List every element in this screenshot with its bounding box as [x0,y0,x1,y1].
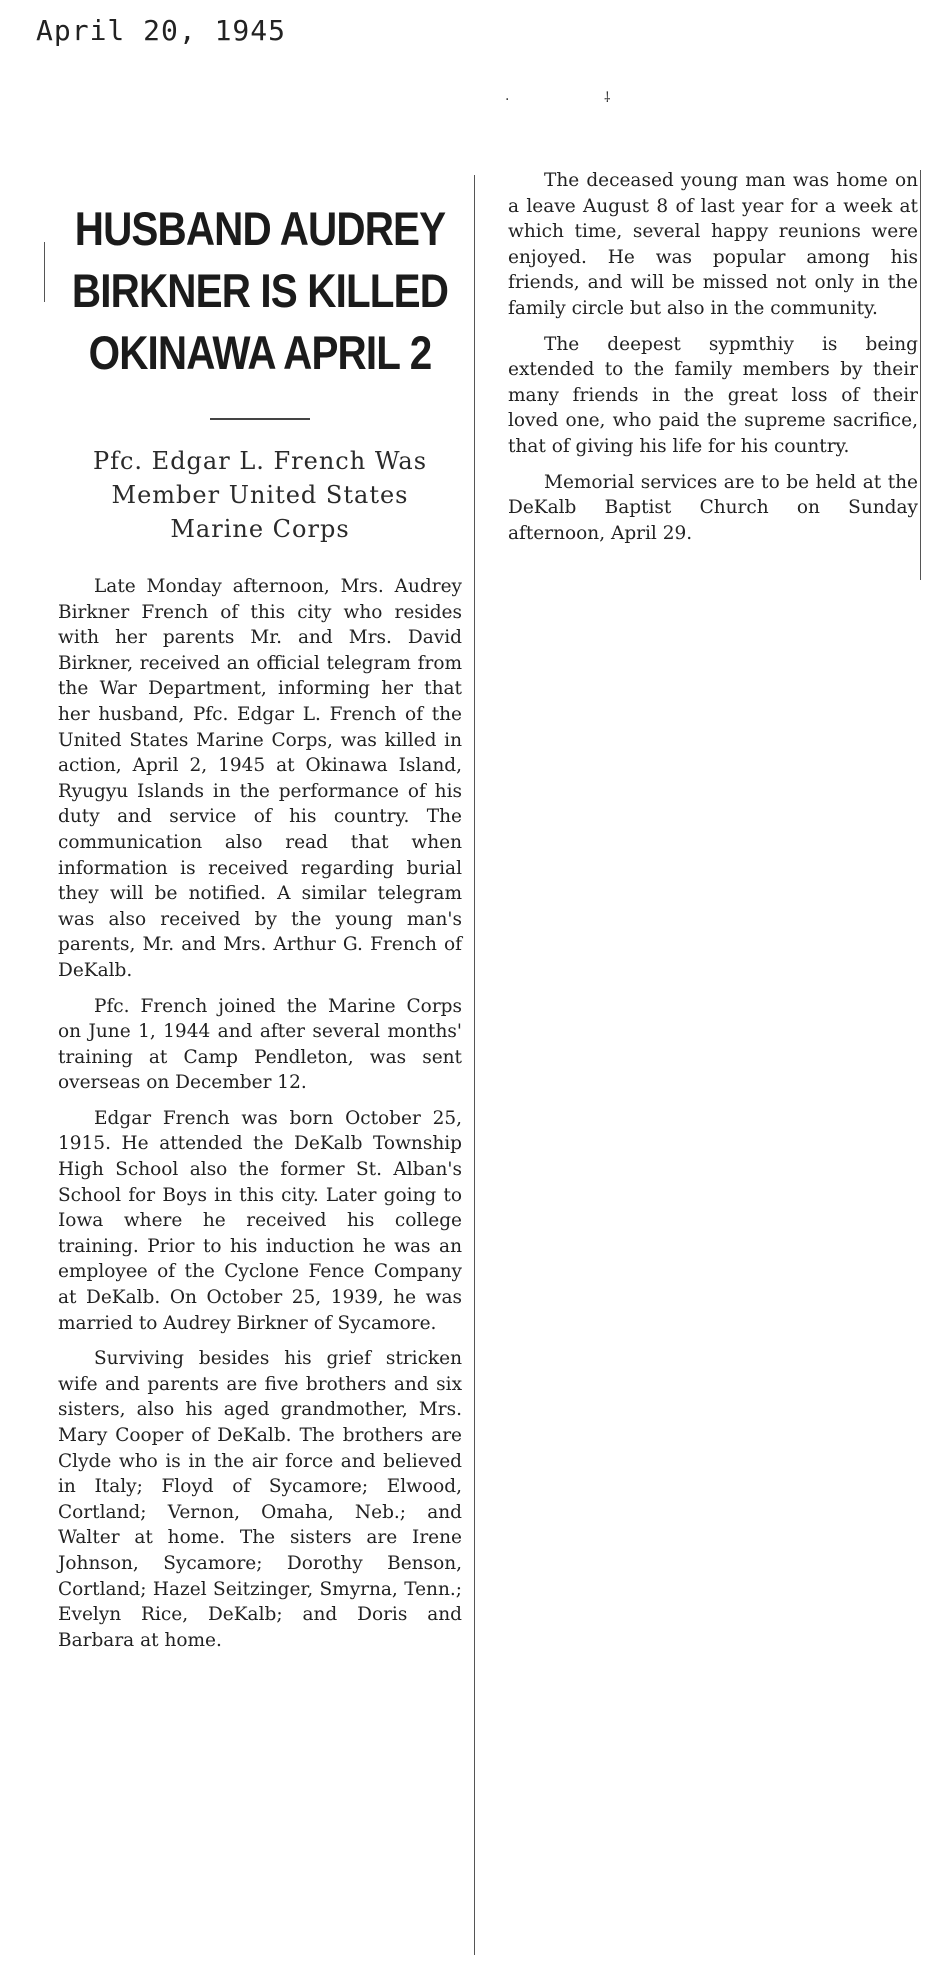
subheadline [58,444,462,546]
column-rule [44,242,45,302]
article-paragraph: Edgar French was born October 25, 1915. He attended the DeKalb Township High School also the former St. Alban's School for Boys in this city. Later going to Iowa where he received his college training. Prior to his induction he was an employee of the Cyclone Fence Company at DeKalb. On October 25, 1939, he was married to Audrey Birkner of Sycamore. [58,1107,462,1334]
subhead-line: Member United States [111,481,409,509]
article-left-column [58,180,462,1663]
article-right-column [508,168,918,556]
headline-line: OKINAWA APRIL 2 [88,326,432,379]
article-paragraph: Pfc. French joined the Marine Corps on June 1, 1944 and after several months' training at Camp Pendleton, was sent overseas on December 12. [58,995,462,1094]
ink-speck: · [505,92,510,108]
headline-rule [210,418,310,420]
article-paragraph: Late Monday afternoon, Mrs. Audrey Birkner French of this city who resides with her parents Mr. and Mrs. David Birkner, received an official telegram from the War Department, informing her that her husband, Pfc. Edgar L. French of the United States Marine Corps, was killed in action, April 2, 1945 at Okinawa Island, Ryugyu Islands in the performance of his duty and service of his country. The communication also read that when information is received regarding burial they will be notified. A similar telegram was also received by the young man's parents, Mr. and Mrs. Arthur G. French of DeKalb. [58,576,462,981]
subhead-line: Pfc. Edgar L. French Was [92,447,428,475]
column-rule [474,175,475,1955]
article-paragraph: The deepest sypmthiy is being extended to the family members by their many friends in the great loss of their loved one, who paid the supreme sacrifice, that of giving his life for his country. [508,333,918,457]
headline-line: HUSBAND AUDREY [74,202,446,255]
subhead-line: Marine Corps [170,515,350,543]
column-rule [920,170,921,580]
ink-speck: ⸸ [604,90,611,106]
article-paragraph: Surviving besides his grief stricken wife and parents are five brothers and six sisters, also his aged grandmother, Mrs. Mary Cooper of DeKalb. The brothers are Clyde who is in the air force and believed in Italy; Floyd of Sycamore; Elwood, Cortland; Vernon, Omaha, Neb.; and Walter at home. The sisters are Irene Johnson, Sycamore; Dorothy Benson, Cortland; Hazel Seitzinger, Smyrna, Tenn.; Evelyn Rice, DeKalb; and Doris and Barbara at home. [58,1348,462,1651]
article-paragraph: Memorial services are to be held at the DeKalb Baptist Church on Sunday afternoon, April 29. [508,471,918,544]
headline [62,198,458,384]
dateline: April 20, 1945 [36,14,287,47]
article-paragraph: The deceased young man was home on a leave August 8 of last year for a week at which time, several happy reunions were enjoyed. He was popular among his friends, and will be missed not only in the family circle but also in the community. [508,170,918,319]
headline-line: BIRKNER IS KILLED [71,264,449,317]
